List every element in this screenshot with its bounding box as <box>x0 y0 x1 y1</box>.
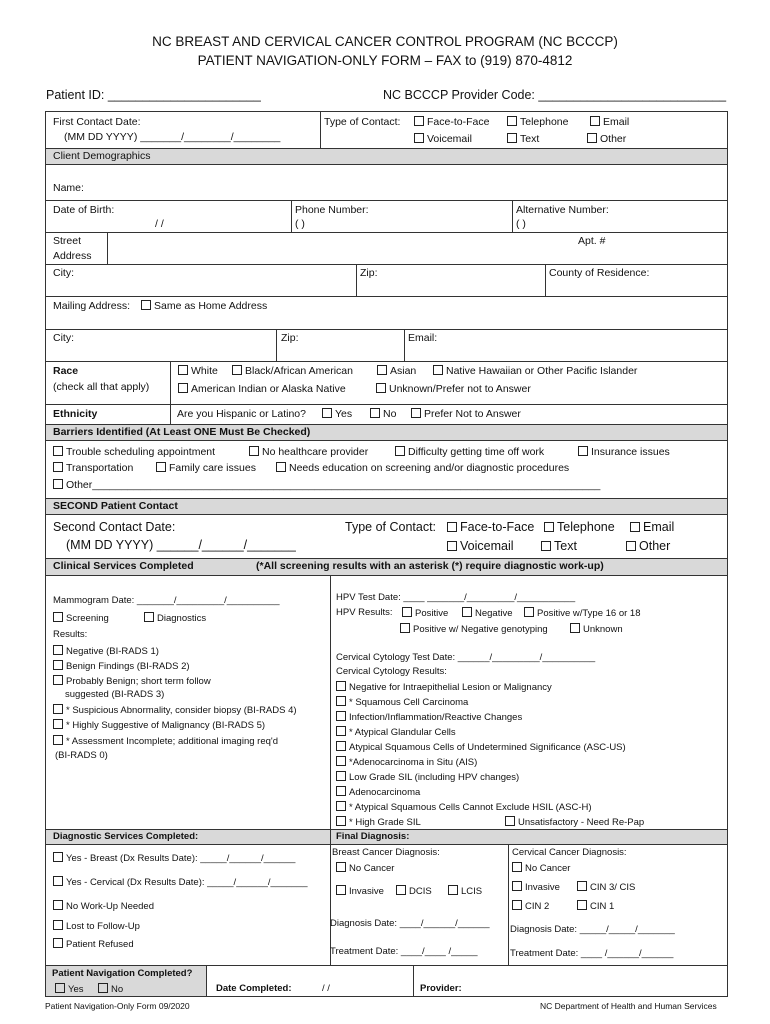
breast-no-cancer-checkbox[interactable]: No Cancer <box>336 862 394 875</box>
dob-field[interactable]: / / <box>155 218 164 230</box>
race-label: Race <box>53 365 79 377</box>
barrier-time-off-checkbox[interactable]: Difficulty getting time off work <box>395 446 544 459</box>
race-black-checkbox[interactable]: Black/African American <box>232 365 353 378</box>
checkbox-icon <box>577 900 587 910</box>
checkbox-icon <box>232 365 242 375</box>
checkbox-icon <box>336 696 346 706</box>
checkbox-icon <box>396 885 406 895</box>
footer-form-version: Patient Navigation-Only Form 09/2020 <box>45 1001 190 1011</box>
barrier-provider-checkbox[interactable]: No healthcare provider <box>249 446 368 459</box>
barriers-section-header: Barriers Identified (At Least ONE Must Be Checked) <box>53 426 311 438</box>
second-telephone-checkbox[interactable]: Telephone <box>544 519 615 535</box>
checkbox-icon <box>626 541 636 551</box>
first-text-checkbox[interactable]: Text <box>507 133 539 146</box>
checkbox-icon <box>336 711 346 721</box>
checkbox-icon <box>395 446 405 456</box>
checkbox-icon <box>544 522 554 532</box>
dob-label: Date of Birth: <box>53 204 115 216</box>
checkbox-icon <box>336 756 346 766</box>
email-field[interactable]: Email: <box>408 332 438 344</box>
ethnicity-label: Ethnicity <box>53 408 98 420</box>
cyto-unsatisfactory-checkbox[interactable]: Unsatisfactory - Need Re-Pap <box>505 816 644 829</box>
county-field[interactable]: County of Residence: <box>549 267 650 279</box>
completed-yes-checkbox[interactable]: Yes <box>55 983 84 996</box>
checkbox-icon <box>577 881 587 891</box>
checkbox-icon <box>336 771 346 781</box>
checkbox-icon <box>336 862 346 872</box>
mammo-results-label: Results: <box>53 629 88 640</box>
checkbox-icon <box>53 462 63 472</box>
cervical-cin3-checkbox[interactable]: CIN 3/ CIS <box>577 881 635 894</box>
cervical-diagnosis-label: Cervical Cancer Diagnosis: <box>512 847 627 858</box>
second-other-checkbox[interactable]: Other <box>626 538 670 554</box>
dx-cervical-checkbox[interactable]: Yes - Cervical (Dx Results Date): _____/______/_______ <box>53 876 308 889</box>
checkbox-icon <box>400 623 410 633</box>
checkbox-icon <box>336 786 346 796</box>
checkbox-icon <box>512 881 522 891</box>
dx-patient-refused-checkbox[interactable]: Patient Refused <box>53 938 134 951</box>
race-white-checkbox[interactable]: White <box>178 365 218 378</box>
checkbox-icon <box>178 383 188 393</box>
birads-0-checkbox[interactable]: * Assessment Incomplete; additional imaging req'd <box>53 735 278 748</box>
birads-5-checkbox[interactable]: * Highly Suggestive of Malignancy (BI-RADS 5) <box>53 719 265 732</box>
cytology-date-field[interactable]: Cervical Cytology Test Date: ______/_________/__________ <box>336 652 596 663</box>
cyto-infection-checkbox[interactable]: Infection/Inflammation/Reactive Changes <box>336 711 522 724</box>
race-hawaiian-checkbox[interactable]: Native Hawaiian or Other Pacific Islander <box>433 365 637 378</box>
cervical-invasive-checkbox[interactable]: Invasive <box>512 881 560 894</box>
clinical-note: (*All screening results with an asterisk (*) require diagnostic work-up) <box>256 560 604 572</box>
phone-label: Phone Number: <box>295 204 369 216</box>
checkbox-icon <box>53 446 63 456</box>
second-contact-date-field[interactable]: (MM DD YYYY) ______/______/_______ <box>66 538 296 552</box>
first-email-checkbox[interactable]: Email <box>590 116 629 129</box>
checkbox-icon <box>55 983 65 993</box>
barrier-insurance-checkbox[interactable]: Insurance issues <box>578 446 670 459</box>
birads-1-checkbox[interactable]: Negative (BI-RADS 1) <box>53 645 159 658</box>
diagnostic-section-header: Diagnostic Services Completed: <box>53 831 199 842</box>
checkbox-icon <box>53 675 63 685</box>
checkbox-icon <box>53 479 63 489</box>
cyto-asch-checkbox[interactable]: * Atypical Squamous Cells Cannot Exclude HSIL (ASC-H) <box>336 801 592 814</box>
checkbox-icon <box>53 938 63 948</box>
checkbox-icon <box>336 885 346 895</box>
checkbox-icon <box>512 862 522 872</box>
ethnicity-yes-checkbox[interactable]: Yes <box>322 408 352 421</box>
mammo-screening-checkbox[interactable]: Screening <box>53 612 109 625</box>
cervical-no-cancer-checkbox[interactable]: No Cancer <box>512 862 570 875</box>
checkbox-icon <box>448 885 458 895</box>
cytology-results-label: Cervical Cytology Results: <box>336 666 447 677</box>
second-email-checkbox[interactable]: Email <box>630 519 674 535</box>
first-voicemail-checkbox[interactable]: Voicemail <box>414 133 472 146</box>
mammo-diagnostics-checkbox[interactable]: Diagnostics <box>144 612 206 625</box>
breast-invasive-checkbox[interactable]: Invasive <box>336 885 384 898</box>
checkbox-icon <box>447 522 457 532</box>
cervical-diagnosis-date-field[interactable]: Diagnosis Date: _____/_____/_______ <box>510 924 675 935</box>
demographics-section-header: Client Demographics <box>53 150 151 162</box>
checkbox-icon <box>541 541 551 551</box>
mailing-city-field[interactable]: City: <box>53 332 74 344</box>
ethnicity-no-checkbox[interactable]: No <box>370 408 396 421</box>
hpv-type16-checkbox[interactable]: Positive w/Type 16 or 18 <box>524 607 641 620</box>
checkbox-icon <box>590 116 600 126</box>
alt-number-label: Alternative Number: <box>516 204 609 216</box>
checkbox-icon <box>276 462 286 472</box>
checkbox-icon <box>53 612 63 622</box>
cyto-lsil-checkbox[interactable]: Low Grade SIL (including HPV changes) <box>336 771 519 784</box>
date-completed-field[interactable]: / / <box>322 983 330 994</box>
checkbox-icon <box>156 462 166 472</box>
barrier-scheduling-checkbox[interactable]: Trouble scheduling appointment <box>53 446 215 459</box>
hpv-unknown-checkbox[interactable]: Unknown <box>570 623 623 636</box>
cyto-ascus-checkbox[interactable]: Atypical Squamous Cells of Undetermined Significance (ASC-US) <box>336 741 626 754</box>
checkbox-icon <box>507 133 517 143</box>
checkbox-icon <box>462 607 472 617</box>
race-unknown-checkbox[interactable]: Unknown/Prefer not to Answer <box>376 383 531 396</box>
checkbox-icon <box>53 660 63 670</box>
date-completed-label: Date Completed: <box>216 983 292 994</box>
ethnicity-question: Are you Hispanic or Latino? <box>177 408 306 420</box>
birads-2-checkbox[interactable]: Benign Findings (BI-RADS 2) <box>53 660 190 673</box>
cyto-adenocarcinoma-checkbox[interactable]: Adenocarcinoma <box>336 786 420 799</box>
checkbox-icon <box>336 726 346 736</box>
final-diagnosis-header: Final Diagnosis: <box>336 831 410 842</box>
checkbox-icon <box>402 607 412 617</box>
cyto-nilm-checkbox[interactable]: Negative for Intraepithelial Lesion or Malignancy <box>336 681 552 694</box>
checkbox-icon <box>414 133 424 143</box>
breast-dcis-checkbox[interactable]: DCIS <box>396 885 432 898</box>
first-contact-type-label: Type of Contact: <box>324 116 401 128</box>
second-contact-type-label: Type of Contact: <box>345 520 437 534</box>
checkbox-icon <box>141 300 151 310</box>
checkbox-icon <box>53 735 63 745</box>
first-contact-date-field[interactable]: (MM DD YYYY) _______/________/________ <box>64 131 281 143</box>
zip-field[interactable]: Zip: <box>360 267 378 279</box>
cervical-cin1-checkbox[interactable]: CIN 1 <box>577 900 614 913</box>
checkbox-icon <box>512 900 522 910</box>
address-label: Address <box>53 250 92 262</box>
checkbox-icon <box>336 801 346 811</box>
alt-number-field[interactable]: ( ) <box>516 218 526 230</box>
second-contact-section-header: SECOND Patient Contact <box>53 500 178 512</box>
hpv-date-field[interactable]: HPV Test Date: ____ _______/_________/___________ <box>336 592 576 603</box>
checkbox-icon <box>336 681 346 691</box>
name-field[interactable]: Name: <box>53 182 84 194</box>
cyto-hsil-checkbox[interactable]: * High Grade SIL <box>336 816 421 829</box>
barrier-education-checkbox[interactable]: Needs education on screening and/or diagnostic procedures <box>276 462 569 475</box>
checkbox-icon <box>411 408 421 418</box>
checkbox-icon <box>53 852 63 862</box>
checkbox-icon <box>507 116 517 126</box>
form-subtitle: PATIENT NAVIGATION-ONLY FORM – FAX to (919) 870-4812 <box>197 53 573 68</box>
checkbox-icon <box>249 446 259 456</box>
form-title: NC BREAST AND CERVICAL CANCER CONTROL PROGRAM (NC BCCCP) <box>152 34 618 49</box>
birads-0-continued: (BI-RADS 0) <box>55 750 108 761</box>
checkbox-icon <box>524 607 534 617</box>
checkbox-icon <box>433 365 443 375</box>
barrier-other-checkbox[interactable]: Other_______________________________________________________________________________________ <box>53 479 600 492</box>
mailing-zip-field[interactable]: Zip: <box>281 332 299 344</box>
second-text-checkbox[interactable]: Text <box>541 538 577 554</box>
second-voicemail-checkbox[interactable]: Voicemail <box>447 538 514 554</box>
phone-field[interactable]: ( ) <box>295 218 305 230</box>
hpv-results-label: HPV Results: <box>336 607 393 618</box>
first-face-to-face-checkbox[interactable]: Face-to-Face <box>414 116 489 129</box>
clinical-section-header: Clinical Services Completed <box>53 560 194 572</box>
barrier-family-checkbox[interactable]: Family care issues <box>156 462 256 475</box>
mailing-address-label: Mailing Address: <box>53 300 131 312</box>
mammogram-date-field[interactable]: Mammogram Date: _______/_________/__________ <box>53 595 280 606</box>
dx-lost-followup-checkbox[interactable]: Lost to Follow-Up <box>53 920 140 933</box>
hpv-positive-checkbox[interactable]: Positive <box>402 607 448 620</box>
checkbox-icon <box>53 645 63 655</box>
ethnicity-prefer-checkbox[interactable]: Prefer Not to Answer <box>411 408 521 421</box>
checkbox-icon <box>322 408 332 418</box>
first-contact-date-label: First Contact Date: <box>53 116 141 128</box>
cyto-scc-checkbox[interactable]: * Squamous Cell Carcinoma <box>336 696 468 709</box>
checkbox-icon <box>505 816 515 826</box>
checkbox-icon <box>414 116 424 126</box>
city-field[interactable]: City: <box>53 267 74 279</box>
birads-3-checkbox[interactable]: Probably Benign; short term follow <box>53 675 211 688</box>
checkbox-icon <box>376 383 386 393</box>
race-native-checkbox[interactable]: American Indian or Alaska Native <box>178 383 346 396</box>
race-sublabel: (check all that apply) <box>53 381 150 393</box>
hpv-positive-negative-genotyping-checkbox[interactable]: Positive w/ Negative genotyping <box>400 623 548 636</box>
checkbox-icon <box>570 623 580 633</box>
first-telephone-checkbox[interactable]: Telephone <box>507 116 568 129</box>
race-asian-checkbox[interactable]: Asian <box>377 365 416 378</box>
checkbox-icon <box>370 408 380 418</box>
provider-field[interactable]: Provider: <box>420 983 462 994</box>
checkbox-icon <box>53 719 63 729</box>
second-contact-date-label: Second Contact Date: <box>53 520 176 534</box>
apt-field[interactable]: Apt. # <box>578 235 606 247</box>
breast-diagnosis-date-field[interactable]: Diagnosis Date: ____/______/______ <box>330 918 490 929</box>
checkbox-icon <box>336 816 346 826</box>
breast-treatment-date-field[interactable]: Treatment Date: ____/____ /_____ <box>330 946 478 957</box>
provider-code-field[interactable]: NC BCCCP Provider Code: ___________________________ <box>383 88 727 102</box>
street-label: Street <box>53 235 82 247</box>
breast-diagnosis-label: Breast Cancer Diagnosis: <box>332 847 440 858</box>
completed-no-checkbox[interactable]: No <box>98 983 123 996</box>
same-as-home-checkbox[interactable]: Same as Home Address <box>141 300 267 313</box>
dx-no-workup-checkbox[interactable]: No Work-Up Needed <box>53 900 154 913</box>
checkbox-icon <box>377 365 387 375</box>
checkbox-icon <box>53 704 63 714</box>
breast-lcis-checkbox[interactable]: LCIS <box>448 885 482 898</box>
checkbox-icon <box>98 983 108 993</box>
cervical-treatment-date-field[interactable]: Treatment Date: ____ /______/______ <box>510 948 674 959</box>
navigation-completed-label: Patient Navigation Completed? <box>52 968 193 979</box>
patient-id-field[interactable]: Patient ID: ______________________ <box>46 88 261 102</box>
cyto-agc-checkbox[interactable]: * Atypical Glandular Cells <box>336 726 456 739</box>
first-other-checkbox[interactable]: Other <box>587 133 626 146</box>
checkbox-icon <box>53 920 63 930</box>
checkbox-icon <box>447 541 457 551</box>
birads-4-checkbox[interactable]: * Suspicious Abnormality, consider biopsy (BI-RADS 4) <box>53 704 297 717</box>
checkbox-icon <box>53 876 63 886</box>
birads-3-continued: suggested (BI-RADS 3) <box>65 689 165 700</box>
second-face-to-face-checkbox[interactable]: Face-to-Face <box>447 519 534 535</box>
cyto-ais-checkbox[interactable]: *Adenocarcinoma in Situ (AIS) <box>336 756 477 769</box>
checkbox-icon <box>578 446 588 456</box>
barrier-transportation-checkbox[interactable]: Transportation <box>53 462 133 475</box>
checkbox-icon <box>178 365 188 375</box>
dx-breast-checkbox[interactable]: Yes - Breast (Dx Results Date): _____/______/______ <box>53 852 295 865</box>
hpv-negative-checkbox[interactable]: Negative <box>462 607 513 620</box>
checkbox-icon <box>144 612 154 622</box>
checkbox-icon <box>336 741 346 751</box>
checkbox-icon <box>587 133 597 143</box>
checkbox-icon <box>630 522 640 532</box>
cervical-cin2-checkbox[interactable]: CIN 2 <box>512 900 549 913</box>
footer-department: NC Department of Health and Human Services <box>540 1001 717 1011</box>
checkbox-icon <box>53 900 63 910</box>
